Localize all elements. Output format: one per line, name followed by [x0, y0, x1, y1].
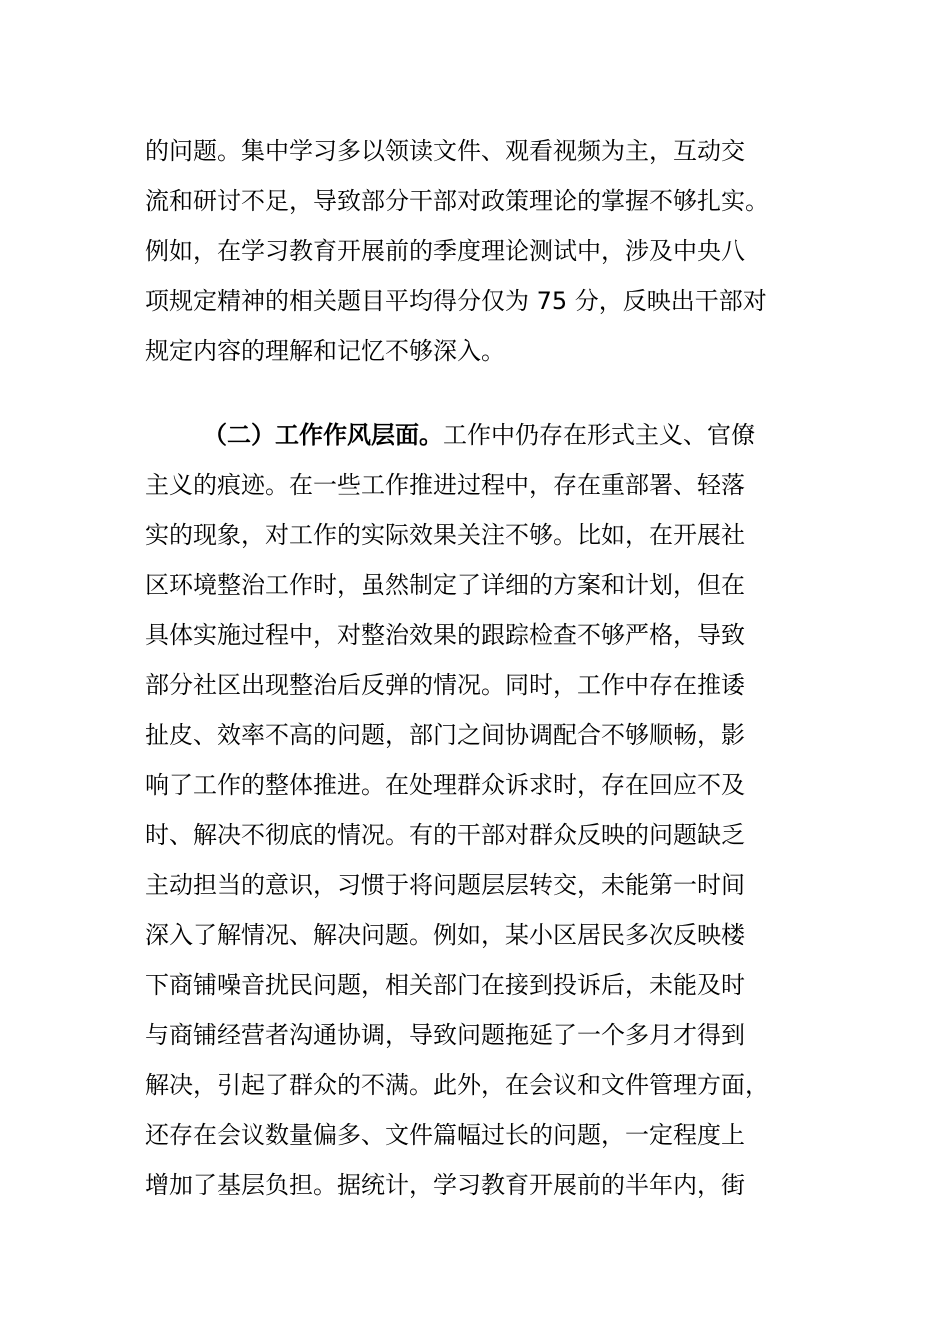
text-line-first [145, 410, 815, 460]
text-line: 扯皮、效率不高的问题，部门之间协调配合不够顺畅，影 [145, 721, 745, 749]
text-line: 时、解决不彻底的情况。有的干部对群众反映的问题缺乏 [145, 821, 745, 849]
text-line: 主动担当的意识，习惯于将问题层层转交，未能第一时间 [145, 871, 745, 899]
text-line: 解决，引起了群众的不满。此外，在会议和文件管理方面， [145, 1071, 769, 1099]
text-line: 响了工作的整体推进。在处理群众诉求时，存在回应不及 [145, 771, 745, 799]
text-line: 还存在会议数量偏多、文件篇幅过长的问题，一定程度上 [145, 1121, 745, 1149]
text-line: 具体实施过程中，对整治效果的跟踪检查不够严格，导致 [145, 621, 745, 649]
text-line: 深入了解情况、解决问题。例如，某小区居民多次反映楼 [145, 921, 745, 949]
text-line: 规定内容的理解和记忆不够深入。 [145, 337, 505, 365]
text-line: 例如，在学习教育开展前的季度理论测试中，涉及中央八 [145, 237, 745, 265]
text-line: 的问题。集中学习多以领读文件、观看视频为主，互动交 [145, 137, 745, 165]
text-line: 部分社区出现整治后反弹的情况。同时，工作中存在推诿 [145, 671, 745, 699]
paragraph-work-style [145, 410, 815, 1210]
text-line: 下商铺噪音扰民问题，相关部门在接到投诉后，未能及时 [145, 971, 745, 999]
text-line: 增加了基层负担。据统计，学习教育开展前的半年内，街 [145, 1171, 745, 1199]
text-line: 与商铺经营者沟通协调，导致问题拖延了一个多月才得到 [145, 1021, 745, 1049]
paragraph-study-issues [145, 126, 815, 376]
text-line: 实的现象，对工作的实际效果关注不够。比如，在开展社 [145, 521, 745, 549]
text-line: 项规定精神的相关题目平均得分仅为 75 分，反映出干部对 [145, 287, 767, 315]
section-heading: （二）工作作风层面。 [203, 421, 443, 449]
text-line: 主义的痕迹。在一些工作推进过程中，存在重部署、轻落 [145, 471, 745, 499]
text-line: 流和研讨不足，导致部分干部对政策理论的掌握不够扎实。 [145, 187, 769, 215]
text-run: 工作中仍存在形式主义、官僚 [443, 421, 755, 449]
text-line: 区环境整治工作时，虽然制定了详细的方案和计划，但在 [145, 571, 745, 599]
